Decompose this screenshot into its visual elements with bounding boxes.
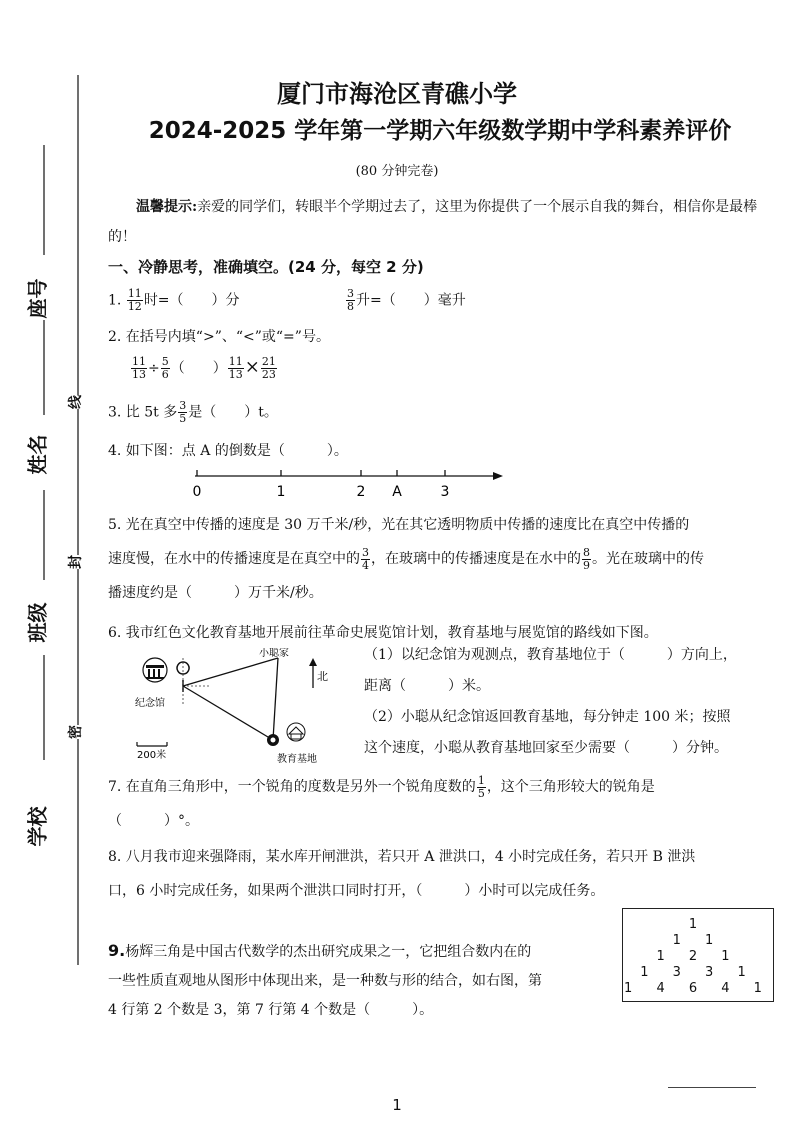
yanghui-triangle [622,908,774,1002]
tip-text: 亲爱的同学们，转眼半个学期过去了，这里为你提供了一个展示自我的舞台，相信你是最棒的！ [108,199,758,245]
triangle-row-2: 1 1 [672,933,724,948]
q2-blank: （ ） [170,360,227,377]
triangle-row-3: 1 2 1 [656,949,740,964]
triangle-row-1: 1 [688,917,708,932]
memorial-icon [143,658,167,682]
question-3: 3. 比 5t 多 $\frac{3}{5}$ 是（ ）t。 [108,399,278,425]
q1-b-text: 升=（ ）毫升 [356,292,466,309]
triangle-row-5: 1 4 6 4 1 [624,981,772,996]
section-1-title: 一、冷静思考，准确填空。(24 分，每空 2 分) [108,258,424,276]
class-label: 班级 [25,602,50,643]
seal-mark: 封 [65,555,85,569]
exam-title: 2024-2025 学年第一学期六年级数学期中学科素养评价 [148,118,732,144]
map-label-memorial: 纪念馆 [135,698,165,709]
q1-a-text: 时=（ ）分 [143,292,240,309]
question-1: 1. $\frac{11}{12}$ 时=（ ）分 [108,287,240,313]
question-7: 7. 在直角三角形中，一个锐角的度数是另外一个锐角度数的 $\frac{1}{5}$ ，这个三角形较大的锐角是 （ ）°。 [108,773,655,829]
school-label: 学校 [25,806,50,847]
exam-duration: (80 分钟完卷) [355,164,439,179]
question-6: 6. 我市红色文化教育基地开展前往革命史展览馆计划，教育基地与展览馆的路线如下图。 [108,625,658,641]
map-label-base: 教育基地 [277,754,317,765]
question-2-expr: $\frac{11}{13}$ ÷ $\frac{5}{6}$ （ ） $\frac{11}{13}$ × $\frac{21}{23}$ [132,355,276,381]
route-map [133,648,363,768]
number-line-label: 2 [356,484,366,500]
question-9: 9.杨辉三角是中国古代数学的杰出研究成果之一，它把组合数内在的 一些性质直观地从图形中体现出来，是一种数与形的结合，如右图，第 4 行第 2 个数是 3，第 7 行第 4 个数是（ ）。 [108,941,542,1018]
number-line-label: 3 [440,484,450,500]
page-number: 1 [392,1096,402,1114]
map-label-home: 小聪家 [259,648,289,659]
q1-fraction-a: $\frac{11}{12}$ [127,287,142,313]
school-building-icon [287,723,305,741]
question-5: 5. 光在真空中传播的速度是 30 万千米/秒，光在其它透明物质中传播的速度比在真空中传播的 速度慢，在水中的传播速度是在真空中的 $\frac{3}{4}$ ，在玻璃中的传播速度是在水中的 $\frac{8}{9}$ 。光在玻璃中的传 播速度约是（ ）万千米/秒。 [108,517,704,601]
seat-label: 座号 [25,278,50,319]
question-2: 2. 在括号内填“>”、“<”或“=”号。 [108,329,330,345]
tip-paragraph [108,192,774,252]
number-line-label: A [392,484,402,500]
line-mark: 线 [65,395,85,409]
map-label-north: 北 [317,670,328,683]
question-8: 8. 八月我市迎来强降雨，某水库开闸泄洪，若只开 A 泄洪口，4 小时完成任务，若只开 B 泄洪 口，6 小时完成任务，如果两个泄洪口同时打开，（ ）小时可以完成任务。 [108,849,696,899]
tip-label: 温馨提示: [136,199,198,215]
footer-rule [668,1087,756,1088]
school-title: 厦门市海沧区青礁小学 [277,80,517,108]
name-label: 姓名 [25,434,50,475]
dense-mark: 密 [65,725,85,739]
q1-fraction-b: $\frac{3}{8}$ [347,287,354,313]
number-line-label: 1 [276,484,286,500]
triangle-row-4: 1 3 3 1 [640,965,756,980]
number-line-label: 0 [192,484,202,500]
number-line [185,466,525,506]
question-1b [345,288,466,313]
map-scale-label: 200米 [137,750,167,761]
question-6-parts: （1）以纪念馆为观测点，教育基地位于（ ）方向上， 距离（ ）米。 （2）小聪从纪念馆返回教育基地，每分钟走 100 米；按照 这个速度，小聪从教育基地回家至少需要（ ）分钟。 [364,647,737,756]
question-4: 4. 如下图：点 A 的倒数是（ ）。 [108,443,348,459]
